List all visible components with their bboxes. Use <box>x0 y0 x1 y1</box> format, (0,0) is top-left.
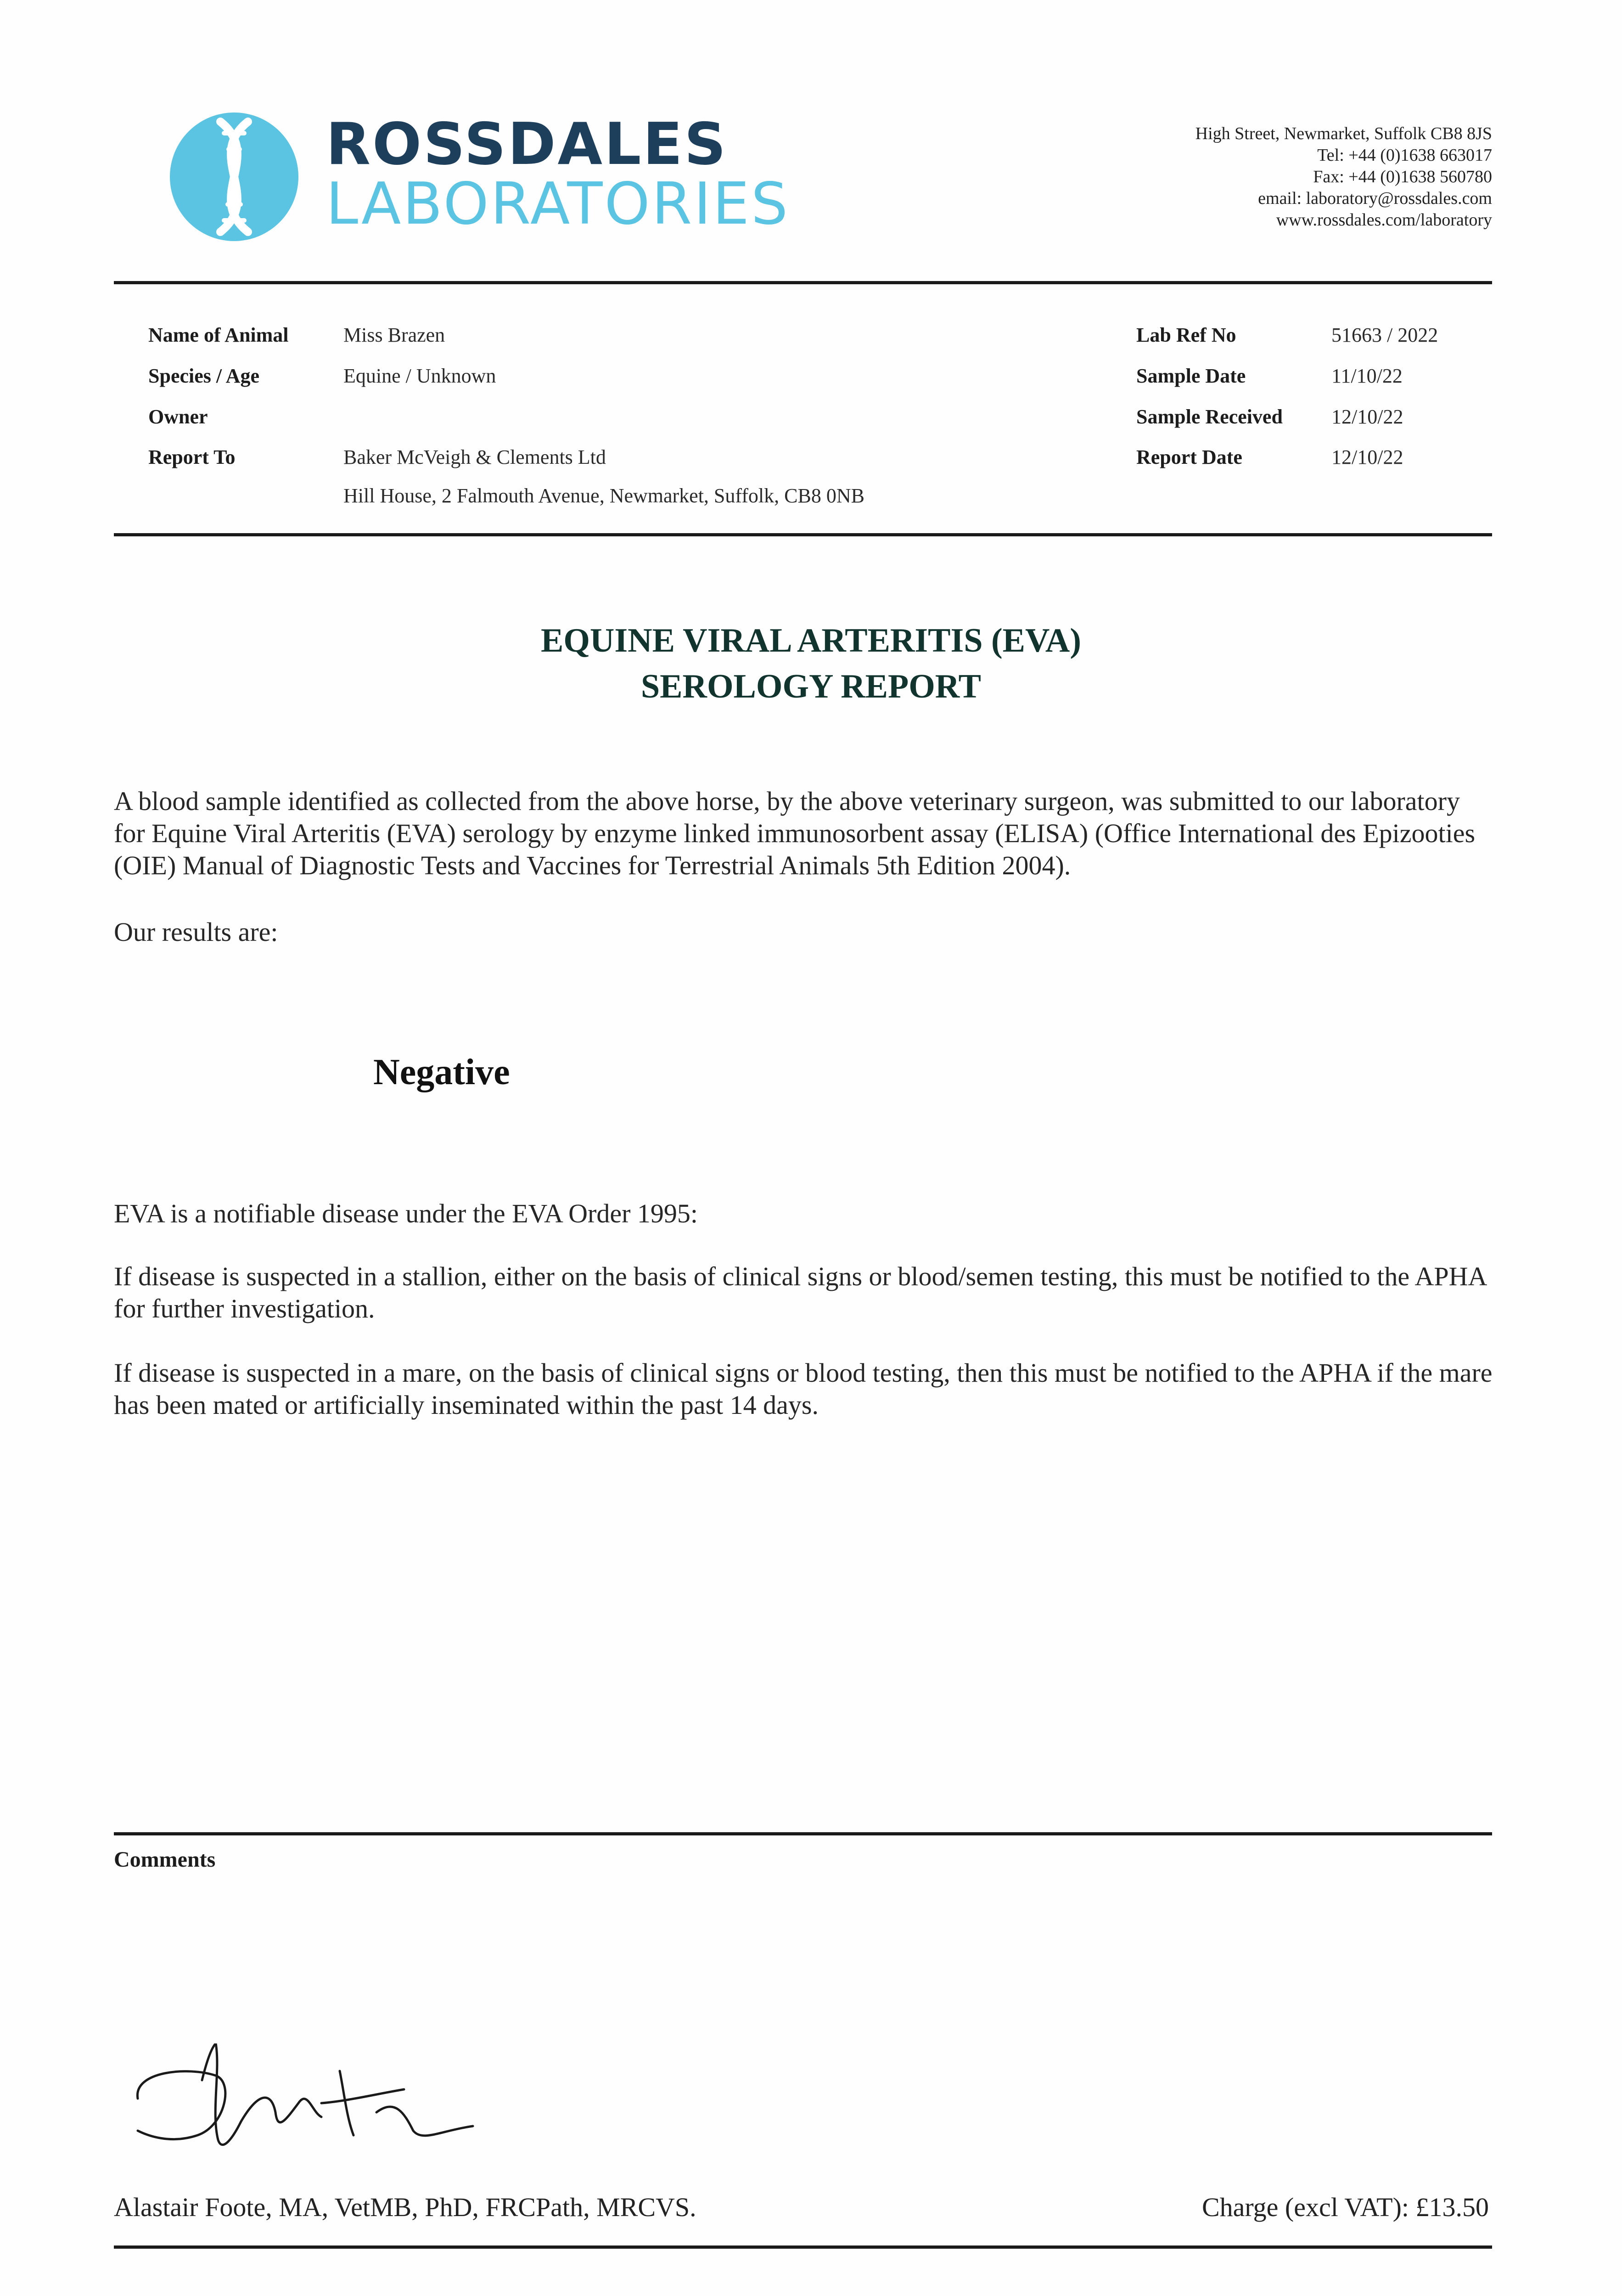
signer-name: Alastair Foote, MA, VetMB, PhD, FRCPath, MRCVS. <box>114 2192 696 2222</box>
contact-email: email: laboratory@rossdales.com <box>1258 189 1492 208</box>
contact-fax: Fax: +44 (0)1638 560780 <box>1313 167 1492 186</box>
dna-helix-icon <box>170 113 298 241</box>
report-title-line1: EQUINE VIRAL ARTERITIS (EVA) <box>541 622 1081 659</box>
brand-subtitle: LABORATORIES <box>326 170 790 237</box>
report-title-line2: SEROLOGY REPORT <box>641 668 981 705</box>
contact-tel: Tel: +44 (0)1638 663017 <box>1317 146 1492 165</box>
mare-paragraph: If disease is suspected in a mare, on the basis of clinical signs or blood testing, then this must be notified to the APHA if the mare has been mated or artificially inseminated within the past 14 days. <box>114 1358 1493 1420</box>
brand-name: ROSSDALES <box>326 110 728 178</box>
contact-address: High Street, Newmarket, Suffolk CB8 8JS <box>1195 124 1492 143</box>
info-divider <box>114 533 1492 536</box>
sample-date-label: Sample Date <box>1136 365 1246 387</box>
lab-ref-value: 51663 / 2022 <box>1331 324 1438 346</box>
species-value: Equine / Unknown <box>343 365 496 387</box>
lab-ref-label: Lab Ref No <box>1136 324 1236 346</box>
comments-label: Comments <box>114 1847 216 1872</box>
species-label: Species / Age <box>148 365 259 387</box>
name-value: Miss Brazen <box>343 324 445 346</box>
sample-received-value: 12/10/22 <box>1331 405 1403 428</box>
footer-divider <box>114 2245 1492 2249</box>
result-value: Negative <box>373 1052 510 1092</box>
report-to-address: Hill House, 2 Falmouth Avenue, Newmarket, Suffolk, CB8 0NB <box>343 484 864 507</box>
report-to-label: Report To <box>148 446 236 468</box>
contact-block <box>1195 123 1492 231</box>
stallion-paragraph: If disease is suspected in a stallion, either on the basis of clinical signs or blood/semen testing, this must be notified to the APHA for further investigation. <box>114 1261 1486 1323</box>
charge-text: Charge (excl VAT): £13.50 <box>1201 2192 1489 2222</box>
comments-divider <box>114 1832 1492 1835</box>
sample-received-label: Sample Received <box>1136 405 1283 428</box>
report-to-value: Baker McVeigh & Clements Ltd <box>343 446 606 468</box>
owner-label: Owner <box>148 405 208 428</box>
name-label: Name of Animal <box>148 324 289 346</box>
header-divider <box>114 281 1492 284</box>
report-date-label: Report Date <box>1136 446 1242 468</box>
sample-date-value: 11/10/22 <box>1331 365 1403 387</box>
results-intro: Our results are: <box>114 917 278 947</box>
intro-paragraph: A blood sample identified as collected from the above horse, by the above veterinary surgeon, was submitted to our laboratory for Equine Viral Arteritis (EVA) serology by enzyme linked immunosorbent assay (ELISA) (Office International des Epizooties (OIE) Manual of Diagnostic Tests and Vaccines for Terrestrial Animals 5th Edition 2004). <box>114 786 1476 880</box>
contact-web: www.rossdales.com/laboratory <box>1276 210 1492 230</box>
notifiable-paragraph: EVA is a notifiable disease under the EVA Order 1995: <box>114 1199 698 1228</box>
report-date-value: 12/10/22 <box>1331 446 1403 468</box>
signature <box>119 2043 487 2163</box>
report-title <box>0 618 1622 709</box>
